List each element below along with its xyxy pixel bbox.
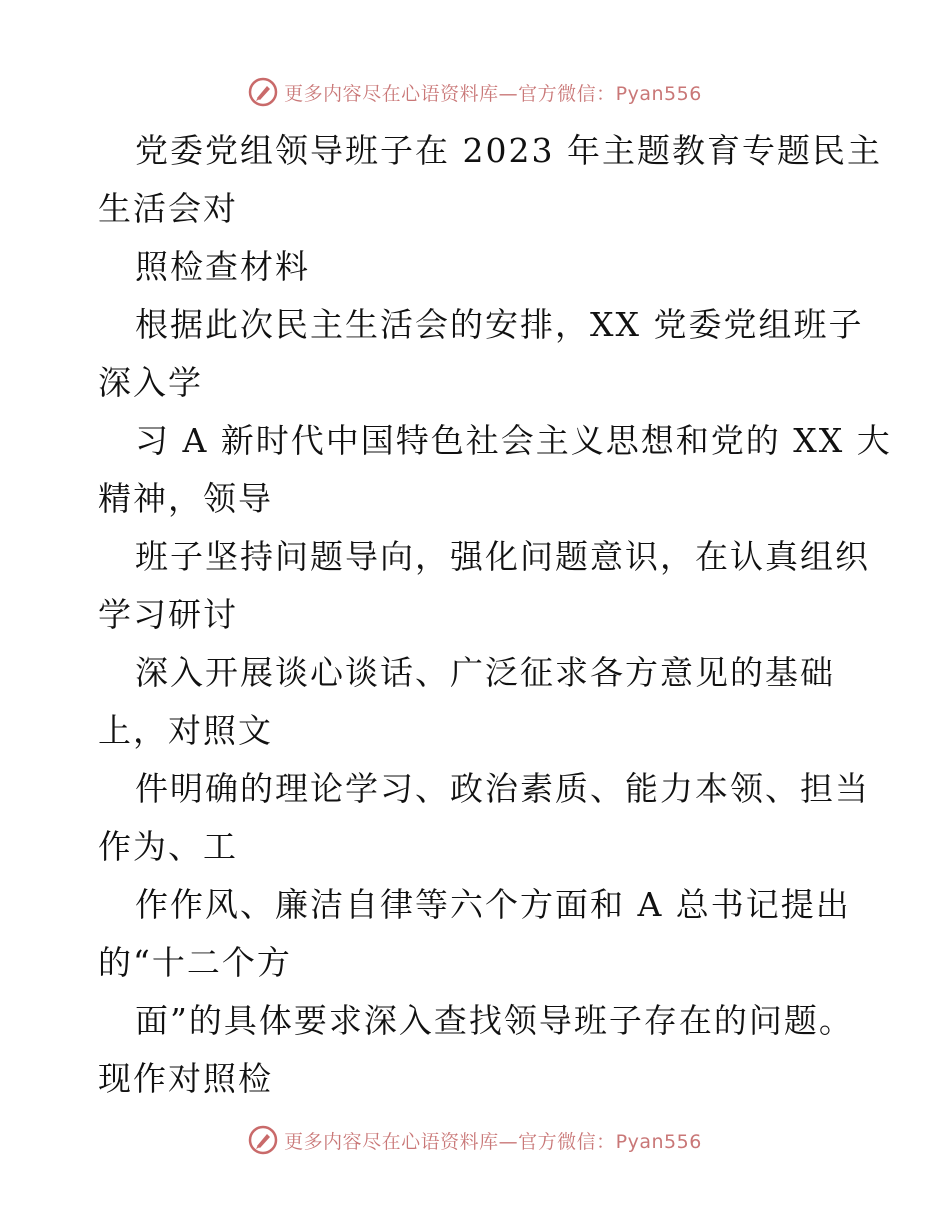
pen-seal-icon	[248, 1125, 278, 1155]
footer-watermark-text: 更多内容尽在心语资料库—官方微信：Pyan556	[284, 1130, 702, 1153]
doc-line: 现作对照检	[98, 1059, 273, 1098]
document-body	[98, 122, 892, 1108]
doc-line: 党委党组领导班子在 2023 年主题教育专题民主	[135, 131, 882, 170]
header-watermark-text: 更多内容尽在心语资料库—官方微信：Pyan556	[284, 82, 702, 105]
doc-line: 习 A 新时代中国特色社会主义思想和党的 XX 大	[135, 421, 892, 460]
pen-seal-icon	[248, 77, 278, 107]
doc-line: 作为、工	[98, 827, 238, 866]
doc-line: 作作风、廉洁自律等六个方面和 A 总书记提出	[135, 885, 851, 924]
doc-line: 面”的具体要求深入查找领导班子存在的问题。	[135, 1001, 854, 1040]
doc-line: 深入开展谈心谈话、广泛征求各方意见的基础	[135, 653, 835, 692]
doc-line: 件明确的理论学习、政治素质、能力本领、担当	[135, 769, 870, 808]
doc-line: 深入学	[98, 363, 203, 402]
doc-line: 照检查材料	[135, 247, 310, 286]
doc-line: 的“十二个方	[98, 943, 292, 982]
doc-line: 学习研讨	[98, 595, 238, 634]
footer-watermark-banner	[0, 1120, 950, 1160]
header-watermark-banner	[0, 72, 950, 112]
doc-line: 上，对照文	[98, 711, 273, 750]
doc-line: 根据此次民主生活会的安排，XX 党委党组班子	[135, 305, 864, 344]
doc-line: 生活会对	[98, 189, 238, 228]
doc-line: 精神，领导	[98, 479, 273, 518]
doc-line: 班子坚持问题导向，强化问题意识，在认真组织	[135, 537, 870, 576]
